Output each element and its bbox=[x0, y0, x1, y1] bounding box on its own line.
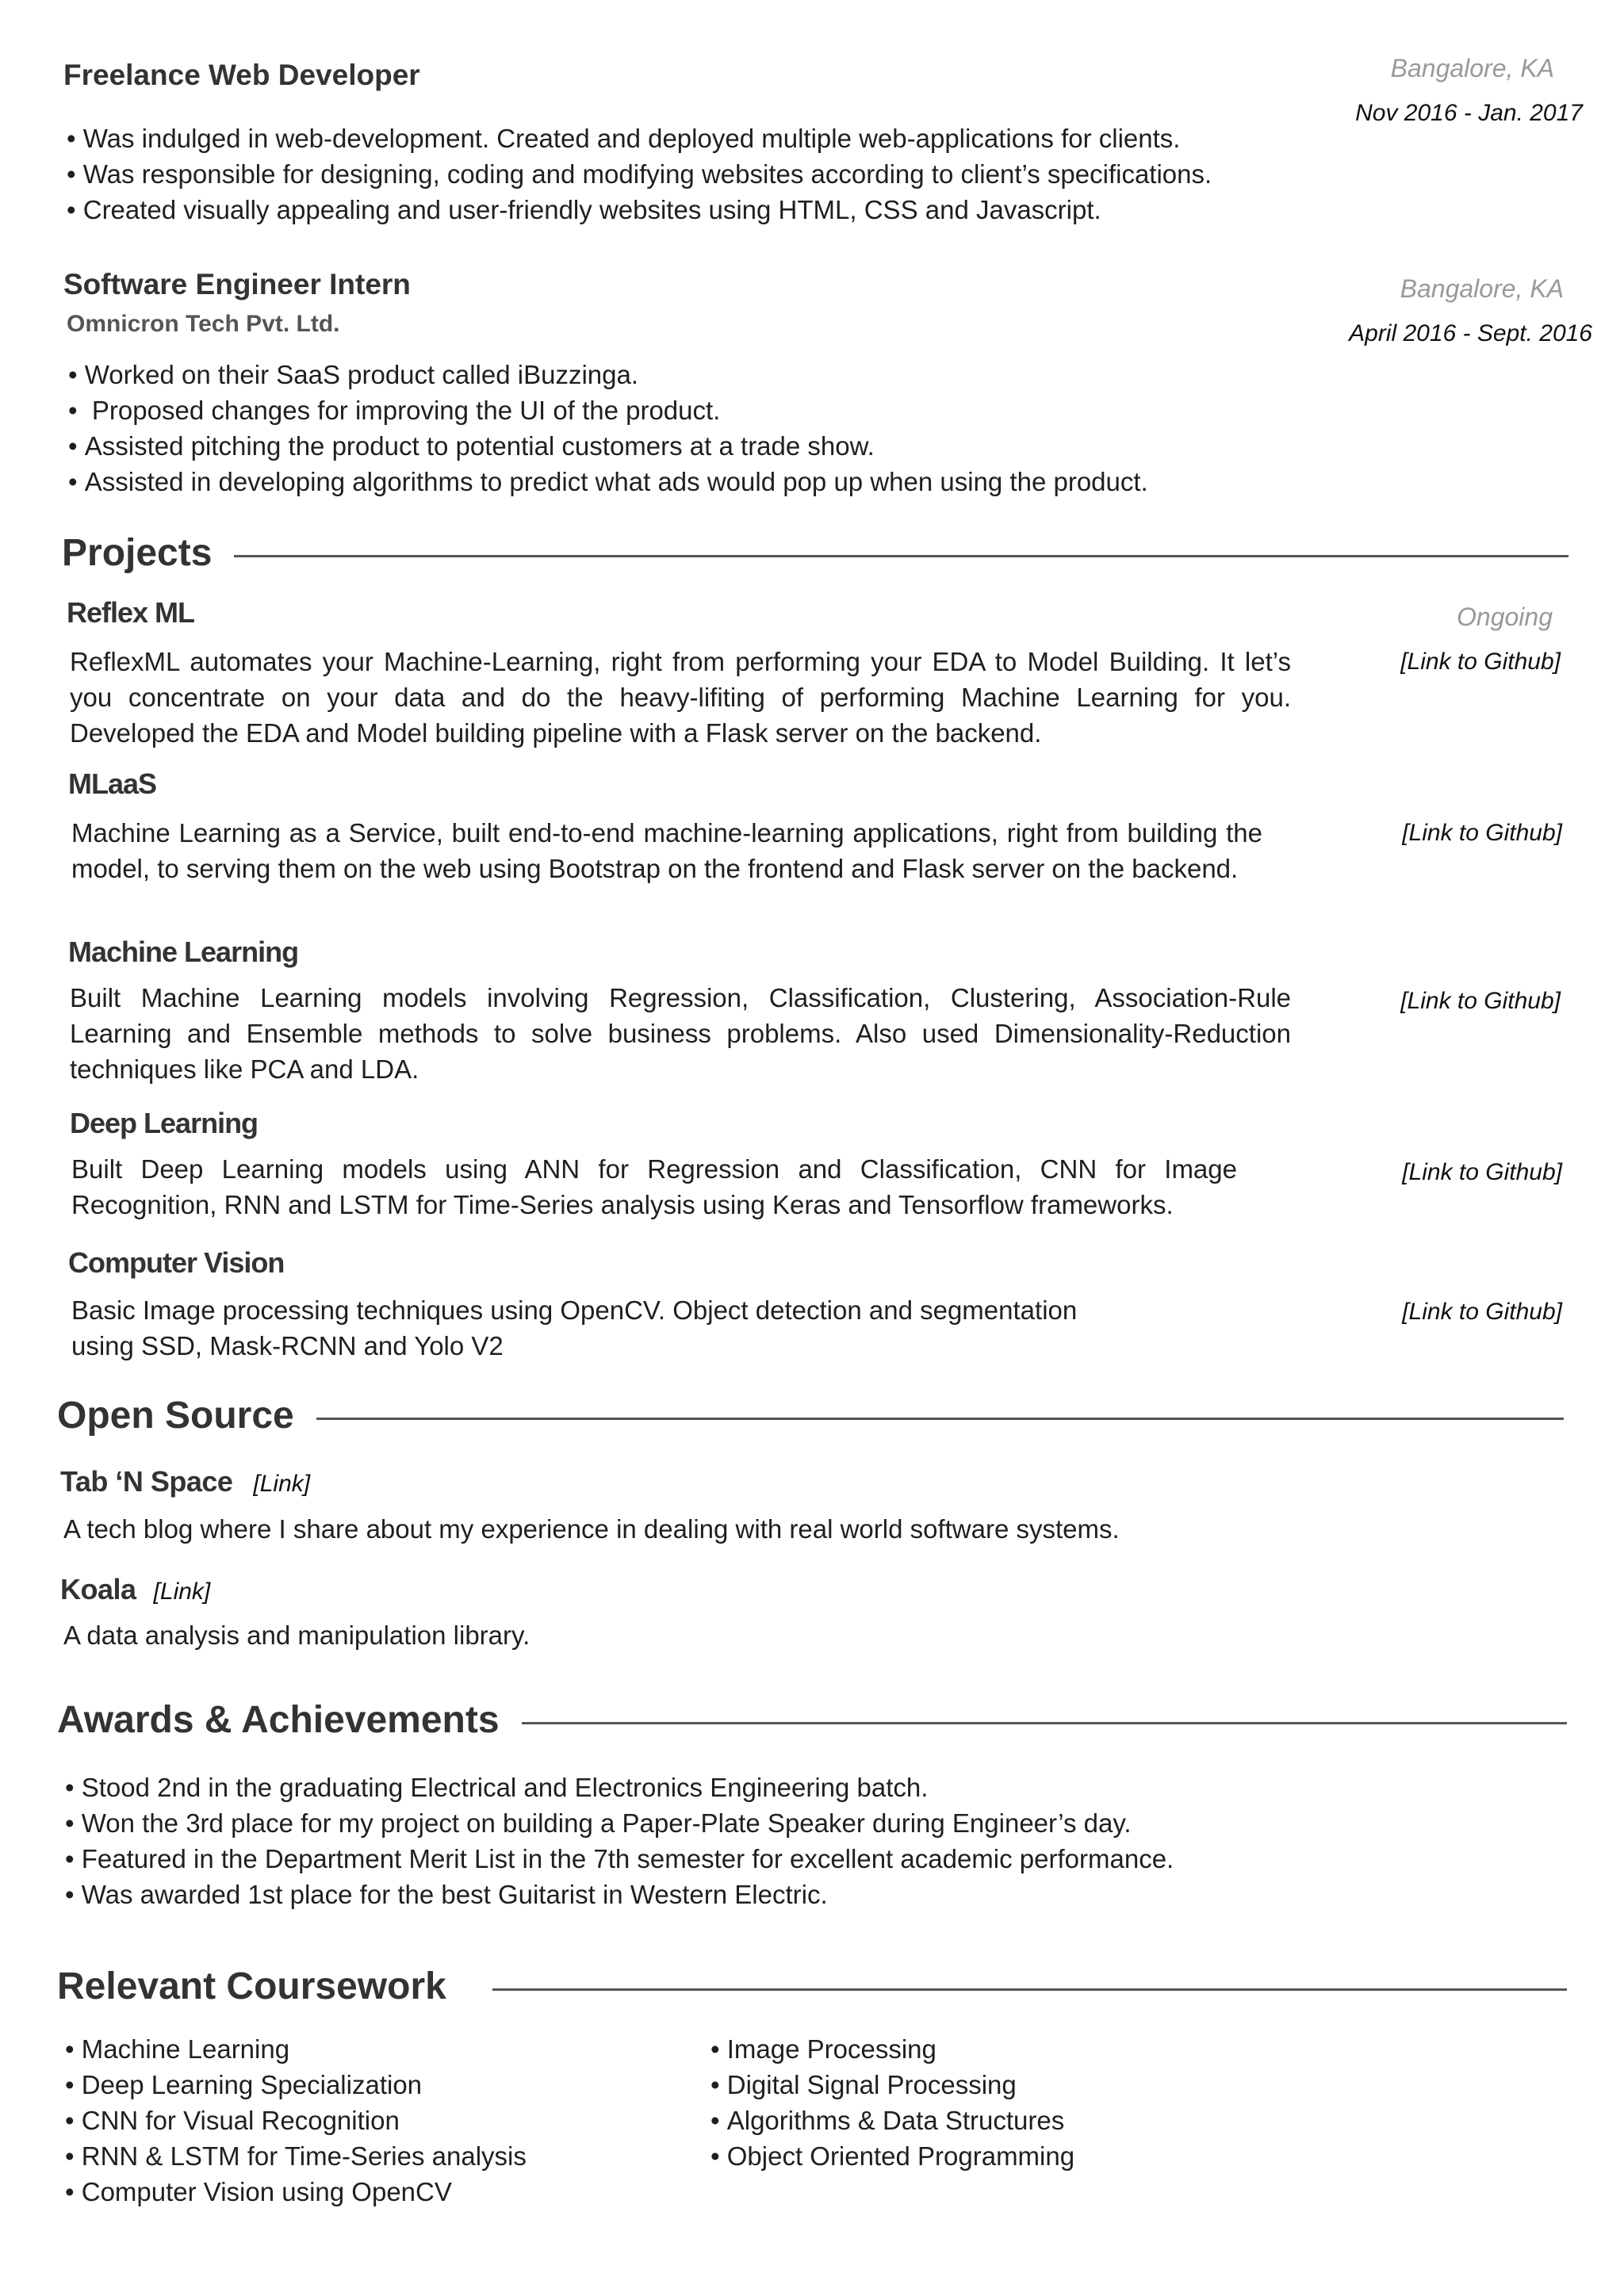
course-item: • CNN for Visual Recognition bbox=[65, 2103, 527, 2138]
section-divider bbox=[316, 1418, 1564, 1420]
open-source-description: A tech blog where I share about my experience in dealing with real world software systems. bbox=[63, 1514, 1120, 1544]
section-title: Projects bbox=[62, 532, 213, 574]
section-title: Awards & Achievements bbox=[57, 1699, 500, 1741]
open-source-description: A data analysis and manipulation library. bbox=[63, 1621, 530, 1650]
project-title: MLaaS bbox=[68, 767, 157, 800]
course-item: • Computer Vision using OpenCV bbox=[65, 2174, 527, 2210]
job-bullet: • Assisted in developing algorithms to predict what ads would pop up when using the product. bbox=[68, 464, 1148, 499]
job-location: Bangalore, KA bbox=[1400, 274, 1564, 303]
project-description: Basic Image processing techniques using OpenCV. Object detection and segmentation using SSD, Mask-RCNN and Yolo V2 bbox=[71, 1295, 1078, 1360]
course-item: • Algorithms & Data Structures bbox=[710, 2103, 1074, 2138]
github-link[interactable]: [Link to Github] bbox=[1402, 1159, 1562, 1185]
project-description: Built Machine Learning models involving Regression, Classification, Clustering, Association-Rule Learning and Ensemble methods to solve business problems. Also used Dimensionality-Reduction techniques like PCA and LDA. bbox=[70, 983, 1291, 1084]
course-item: • Digital Signal Processing bbox=[710, 2067, 1074, 2103]
course-item: • RNN & LSTM for Time-Series analysis bbox=[65, 2138, 527, 2174]
project-status: Ongoing bbox=[1457, 603, 1553, 631]
open-source-item-header bbox=[60, 1573, 210, 1606]
project-description: ReflexML automates your Machine-Learning, right from performing your EDA to Model Building. It let’s you concentrate on your data and do the heavy-lifiting of performing Machine Learning for you. Developed the EDA and Model building pipeline with a Flask server on the backend. bbox=[70, 647, 1291, 748]
awards-list bbox=[65, 1770, 1174, 1912]
section-header-projects bbox=[62, 531, 1568, 575]
section-divider bbox=[234, 555, 1568, 557]
award-item: • Stood 2nd in the graduating Electrical and Electronics Engineering batch. bbox=[65, 1770, 1174, 1805]
section-header-open-source bbox=[57, 1394, 1564, 1437]
job-bullet: • Proposed changes for improving the UI of the product. bbox=[68, 392, 1148, 428]
course-item: • Machine Learning bbox=[65, 2031, 527, 2067]
job-bullets bbox=[68, 357, 1148, 499]
open-source-title: Koala bbox=[60, 1573, 136, 1605]
coursework-list-right bbox=[710, 2031, 1074, 2174]
project-title: Computer Vision bbox=[68, 1246, 285, 1279]
job-bullets bbox=[67, 121, 1212, 228]
section-divider bbox=[492, 1988, 1567, 1991]
open-source-item-header bbox=[60, 1465, 310, 1498]
award-item: • Featured in the Department Merit List in the 7th semester for excellent academic performance. bbox=[65, 1841, 1174, 1877]
job-title: Software Engineer Intern bbox=[63, 268, 411, 300]
section-divider bbox=[522, 1722, 1567, 1724]
job-dates: April 2016 - Sept. 2016 bbox=[1349, 320, 1592, 346]
job-bullet: • Worked on their SaaS product called iBuzzinga. bbox=[68, 357, 1148, 392]
project-description: Machine Learning as a Service, built end-to-end machine-learning applications, right from building the model, to serving them on the web using Bootstrap on the frontend and Flask server on the backend. bbox=[71, 818, 1262, 883]
course-item: • Object Oriented Programming bbox=[710, 2138, 1074, 2174]
section-header-awards bbox=[57, 1698, 1567, 1742]
section-title: Open Source bbox=[57, 1395, 294, 1437]
job-bullet: • Assisted pitching the product to potential customers at a trade show. bbox=[68, 428, 1148, 464]
project-description: Built Deep Learning models using ANN for Regression and Classification, CNN for Image Recognition, RNN and LSTM for Time-Series analysis using Keras and Tensorflow frameworks. bbox=[71, 1154, 1237, 1219]
job-title: Freelance Web Developer bbox=[63, 59, 420, 91]
course-item: • Image Processing bbox=[710, 2031, 1074, 2067]
award-item: • Won the 3rd place for my project on building a Paper-Plate Speaker during Engineer’s day. bbox=[65, 1805, 1174, 1841]
award-item: • Was awarded 1st place for the best Guitarist in Western Electric. bbox=[65, 1877, 1174, 1912]
open-source-link[interactable]: [Link] bbox=[153, 1578, 211, 1605]
open-source-link[interactable]: [Link] bbox=[253, 1471, 311, 1497]
open-source-title: Tab ‘N Space bbox=[60, 1465, 233, 1498]
job-bullet: • Created visually appealing and user-friendly websites using HTML, CSS and Javascript. bbox=[67, 192, 1212, 228]
github-link[interactable]: [Link to Github] bbox=[1400, 988, 1561, 1014]
section-header-coursework bbox=[57, 1965, 1567, 2008]
job-bullet: • Was indulged in web-development. Created and deployed multiple web-applications for clients. bbox=[67, 121, 1212, 156]
job-location: Bangalore, KA bbox=[1390, 54, 1554, 82]
github-link[interactable]: [Link to Github] bbox=[1400, 649, 1561, 675]
github-link[interactable]: [Link to Github] bbox=[1402, 1299, 1562, 1325]
company-name: Omnicron Tech Pvt. Ltd. bbox=[67, 311, 340, 337]
course-item: • Deep Learning Specialization bbox=[65, 2067, 527, 2103]
job-bullet: • Was responsible for designing, coding and modifying websites according to client’s specifications. bbox=[67, 156, 1212, 192]
section-title: Relevant Coursework bbox=[57, 1965, 446, 2007]
project-title: Deep Learning bbox=[70, 1107, 259, 1139]
job-dates: Nov 2016 - Jan. 2017 bbox=[1355, 100, 1583, 126]
project-title: Reflex ML bbox=[67, 596, 195, 629]
project-title: Machine Learning bbox=[68, 936, 299, 968]
github-link[interactable]: [Link to Github] bbox=[1402, 820, 1562, 846]
coursework-list-left bbox=[65, 2031, 527, 2210]
